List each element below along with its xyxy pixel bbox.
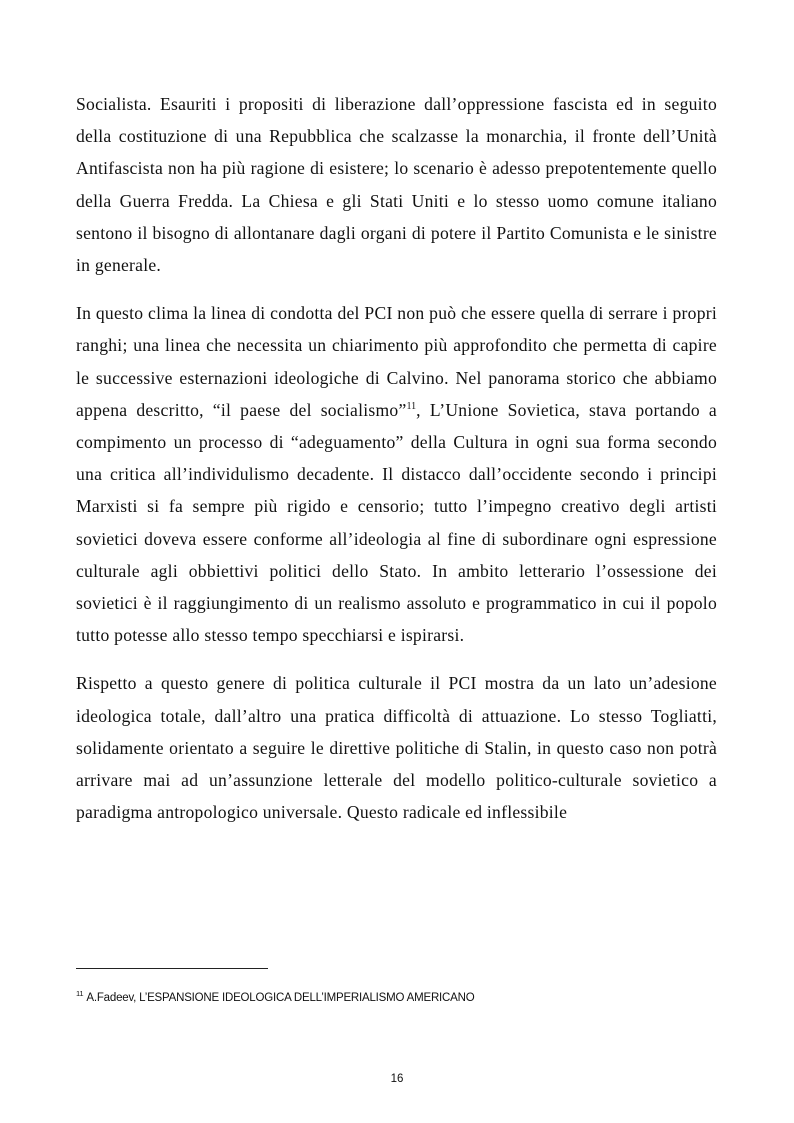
paragraph-3 [76,667,717,828]
paragraph-2-text-after-ref: , L’Unione Sovietica, stava portando a compimento un processo di “adeguamento” della Cultura in ogni sua forma secondo una critica all’individulismo decadente. Il distacco dall’occidente secondo i principi Marxisti si fa sempre più rigido e censorio; tutto l’impegno creativo degli artisti sovietici doveva essere conforme all’ideologia al fine di subordinare ogni espressione culturale agli obbiettivi politici dello Stato. In ambito letterario l’ossessione dei sovietici è il raggiungimento di un realismo assoluto e programmatico in cui il popolo tutto potesse allo stesso tempo specchiarsi e ispirarsi. [76,399,717,646]
footnote-text: A.Fadeev, L’ESPANSIONE IDEOLOGICA DELL’IMPERIALISMO AMERICANO [86,992,475,1004]
paragraph-3-text: Rispetto a questo genere di politica culturale il PCI mostra da un lato un’adesione ideologica totale, dall’altro una pratica difficoltà di attuazione. Lo stesso Togliatti, solidamente orientato a seguire le direttive politiche di Stalin, in questo caso non potrà arrivare mai ad un’assunzione letterale del modello politico-culturale sovietico a paradigma antropologico universale. Questo radicale ed inflessibile [76,673,717,823]
paragraph-2-text-before-ref: In questo clima la linea di condotta del PCI non può che essere quella di serrare i propri ranghi; una linea che necessita un chiarimento più approfondito che permetta di capire le successive esternazioni ideologiche di Calvino. Nel panorama storico che abbiamo appena descritto, “il paese del socialismo” [76,303,717,420]
page-number: 16 [390,1073,404,1085]
paragraph-1-text: Socialista. Esauriti i propositi di liberazione dall’oppressione fascista ed in seguito della costituzione di una Repubblica che scalzasse la monarchia, il fronte dell’Unità Antifascista non ha più ragione di esistere; lo scenario è adesso prepotentemente quello della Guerra Fredda. La Chiesa e gli Stati Uniti e lo stesso uomo comune italiano sentono il bisogno di allontanare dagli organi di potere il Partito Comunista e le sinistre in generale. [76,94,717,276]
paragraph-1 [76,88,717,281]
paragraph-2 [76,297,717,651]
footnote-reference[interactable]: 11 [406,400,417,412]
footnote-number: 11 [76,989,84,999]
footnote [76,990,716,1006]
footnote-separator [76,968,268,969]
body-text [76,88,717,844]
